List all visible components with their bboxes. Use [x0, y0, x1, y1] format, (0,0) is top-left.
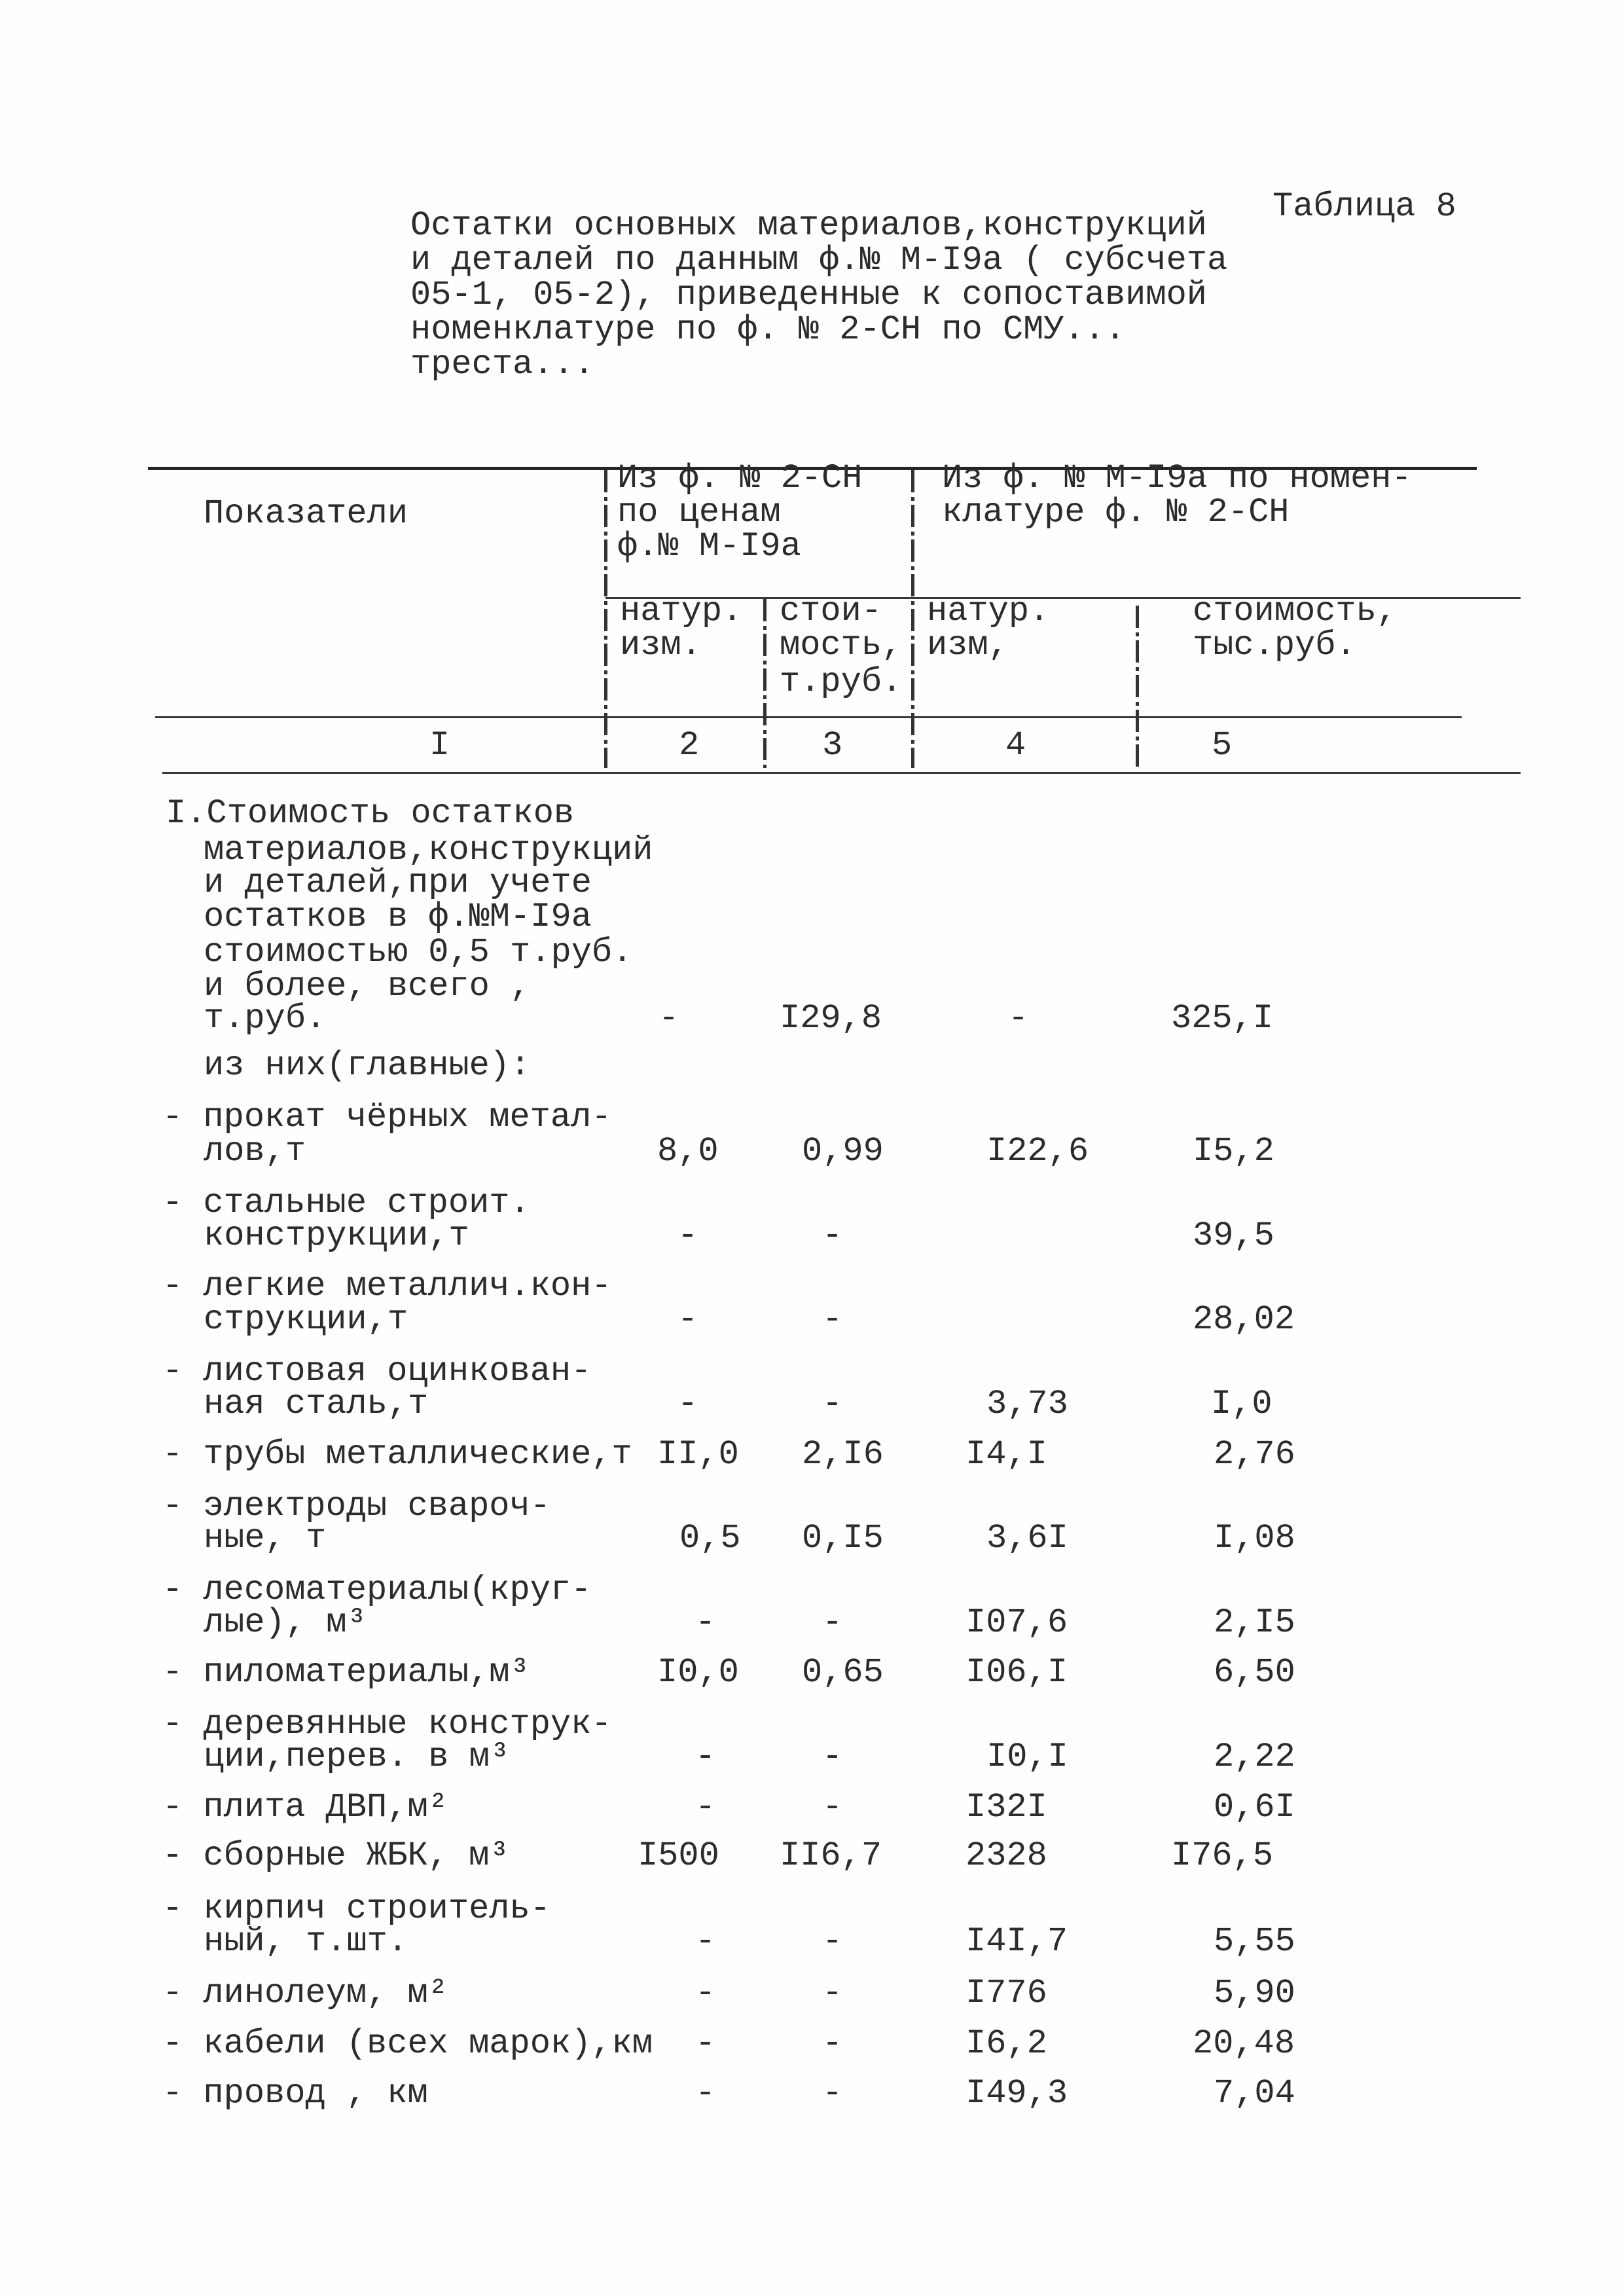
title-line: и деталей по данным ф.№ М-I9а ( субсчета — [410, 241, 1228, 280]
subheader-cost-b: стоимость, — [1193, 592, 1398, 630]
cell-col3: 0,99 — [802, 1132, 884, 1171]
column-separator — [1136, 606, 1139, 768]
cell-col5: 7,04 — [1214, 2074, 1295, 2113]
cell-col5: 20,48 — [1193, 2024, 1295, 2063]
cell-col4: I0,I — [986, 1738, 1068, 1776]
header-group-2sn: Из ф. № 2-СН — [617, 459, 863, 498]
row-label: - листовая оцинкован- — [162, 1352, 592, 1391]
header-indicators: Показатели — [204, 494, 408, 533]
cell-col5: 0,6I — [1214, 1788, 1295, 1827]
row-label: и более, всего , — [204, 967, 531, 1006]
row-label: - сборные ЖБК, м³ — [162, 1836, 510, 1875]
row-label: - кабели (всех марок),км — [162, 2024, 653, 2063]
row-label: материалов,конструкций — [204, 831, 653, 869]
subheader-natural-units-b: изм, — [927, 626, 1009, 665]
row-label: остатков в ф.№М-I9а — [204, 898, 592, 936]
row-label: - деревянные конструк- — [162, 1705, 612, 1743]
cell-col5: I76,5 — [1171, 1836, 1274, 1875]
row-subheading: из них(главные): — [204, 1046, 531, 1085]
column-number: I — [429, 726, 450, 765]
row-label: конструкции,т — [204, 1216, 469, 1255]
cell-col4: 2328 — [965, 1836, 1047, 1875]
cell-col2: - — [695, 2074, 716, 2113]
cell-col2: 0,5 — [679, 1519, 741, 1558]
title-line: треста... — [410, 345, 594, 384]
row-label: лые), м³ — [204, 1603, 367, 1642]
subheader-cost-b: тыс.руб. — [1193, 626, 1356, 665]
cell-col2: I500 — [638, 1836, 719, 1875]
column-number: 4 — [1005, 726, 1026, 765]
column-number: 5 — [1212, 726, 1233, 765]
cell-col4: 3,6I — [986, 1519, 1068, 1558]
row-label: - лесоматериалы(круг- — [162, 1571, 592, 1609]
row-label: ная сталь,т — [204, 1385, 429, 1423]
header-group-m19: клатуре ф. № 2-СН — [942, 493, 1290, 532]
cell-col3: - — [822, 2074, 843, 2113]
row-label: - прокат чёрных метал- — [162, 1098, 612, 1137]
cell-col3: - — [822, 1603, 843, 1642]
row-label: - пиломатериалы,м³ — [162, 1653, 530, 1692]
column-number: 2 — [679, 726, 700, 765]
cell-col5: 2,22 — [1214, 1738, 1295, 1776]
cell-col5: I5,2 — [1193, 1132, 1274, 1171]
cell-col2: - — [695, 1788, 716, 1827]
cell-col5: 6,50 — [1214, 1653, 1295, 1692]
cell-col3: II6,7 — [780, 1836, 882, 1875]
cell-col3: - — [822, 1922, 843, 1961]
cell-col4: I776 — [965, 1974, 1047, 2013]
cell-col4: I6,2 — [965, 2024, 1047, 2063]
cell-col2: - — [677, 1385, 698, 1423]
row-label: - провод , км — [162, 2074, 428, 2113]
cell-col3: - — [822, 1788, 843, 1827]
row-label: I.Стоимость остатков — [166, 794, 575, 833]
cell-col5: 28,02 — [1193, 1300, 1295, 1339]
cell-col2: - — [695, 1974, 716, 2013]
cell-col4: I06,I — [965, 1653, 1068, 1692]
subheader-natural-units-a: натур. — [620, 592, 743, 630]
cell-col3: - — [822, 2024, 843, 2063]
cell-col2: - — [677, 1216, 698, 1255]
header-bottom-rule — [155, 716, 1462, 718]
subheader-cost-a: мость, — [780, 626, 903, 665]
row-label: лов,т — [204, 1132, 306, 1171]
row-label: - стальные строит. — [162, 1184, 530, 1222]
cell-col2: I0,0 — [657, 1653, 739, 1692]
row-label: - кирпич строитель- — [162, 1889, 550, 1928]
cell-col2: - — [695, 1738, 716, 1776]
row-label: струкции,т — [204, 1300, 408, 1339]
cell-col3: 2,I6 — [802, 1435, 884, 1474]
column-separator — [911, 470, 914, 768]
header-group-m19: Из ф. № М-I9а по номен- — [942, 459, 1412, 498]
cell-col3: I29,8 — [780, 999, 882, 1038]
row-label: - линолеум, м² — [162, 1974, 448, 2013]
cell-col4: 3,73 — [986, 1385, 1068, 1423]
cell-col3: 0,I5 — [802, 1519, 884, 1558]
cell-col3: - — [822, 1974, 843, 2013]
cell-col3: - — [822, 1300, 843, 1339]
subheader-natural-units-a: изм. — [620, 626, 702, 665]
cell-col5: 5,90 — [1214, 1974, 1295, 2013]
subheader-cost-a: т.руб. — [780, 663, 903, 701]
cell-col3: - — [822, 1738, 843, 1776]
row-label: и деталей,при учете — [204, 864, 592, 902]
subheader-cost-a: стои- — [780, 592, 882, 630]
cell-col3: 0,65 — [802, 1653, 884, 1692]
cell-col4: I49,3 — [965, 2074, 1068, 2113]
row-label: стоимостью 0,5 т.руб. — [204, 933, 633, 972]
cell-col3: - — [822, 1216, 843, 1255]
cell-col5: I,0 — [1211, 1385, 1272, 1423]
cell-col2: - — [695, 1922, 716, 1961]
table-number-label: Таблица 8 — [1272, 187, 1456, 226]
cell-col5: 325,I — [1171, 999, 1274, 1038]
title-line: номенклатуре по ф. № 2-СН по СМУ... — [410, 310, 1126, 349]
row-label: - электроды свароч- — [162, 1487, 550, 1525]
column-separator — [763, 599, 767, 768]
cell-col4: I4I,7 — [965, 1922, 1068, 1961]
cell-col4: - — [1008, 999, 1029, 1038]
subheader-natural-units-b: натур. — [927, 592, 1050, 630]
cell-col2: 8,0 — [657, 1132, 719, 1171]
row-label: - легкие металлич.кон- — [162, 1267, 612, 1305]
cell-col5: 39,5 — [1193, 1216, 1274, 1255]
cell-col5: 5,55 — [1214, 1922, 1295, 1961]
title-line: Остатки основных материалов,конструкций — [410, 206, 1207, 245]
cell-col4: I07,6 — [965, 1603, 1068, 1642]
header-group-2sn: ф.№ М-I9а — [617, 527, 801, 566]
column-separator — [604, 470, 607, 768]
row-label: ный, т.шт. — [204, 1922, 408, 1961]
cell-col4: I4,I — [965, 1435, 1047, 1474]
header-group-2sn: по ценам — [617, 493, 781, 532]
row-label: ции,перев. в м³ — [204, 1738, 511, 1776]
cell-col2: - — [695, 1603, 716, 1642]
column-number: 3 — [822, 726, 843, 765]
cell-col2: - — [659, 999, 679, 1038]
cell-col5: I,08 — [1214, 1519, 1295, 1558]
cell-col4: I32I — [965, 1788, 1047, 1827]
row-label: т.руб. — [204, 999, 327, 1038]
cell-col2: II,0 — [657, 1435, 739, 1474]
row-label: ные, т — [204, 1519, 327, 1558]
row-label: - плита ДВП,м² — [162, 1788, 448, 1827]
column-number-rule — [162, 772, 1521, 774]
row-label: - трубы металлические,т — [162, 1435, 632, 1474]
cell-col4: I22,6 — [986, 1132, 1089, 1171]
cell-col5: 2,76 — [1214, 1435, 1295, 1474]
cell-col2: - — [695, 2024, 716, 2063]
cell-col3: - — [822, 1385, 843, 1423]
title-line: 05-1, 05-2), приведенные к сопоставимой — [410, 276, 1207, 314]
cell-col5: 2,I5 — [1214, 1603, 1295, 1642]
cell-col2: - — [677, 1300, 698, 1339]
